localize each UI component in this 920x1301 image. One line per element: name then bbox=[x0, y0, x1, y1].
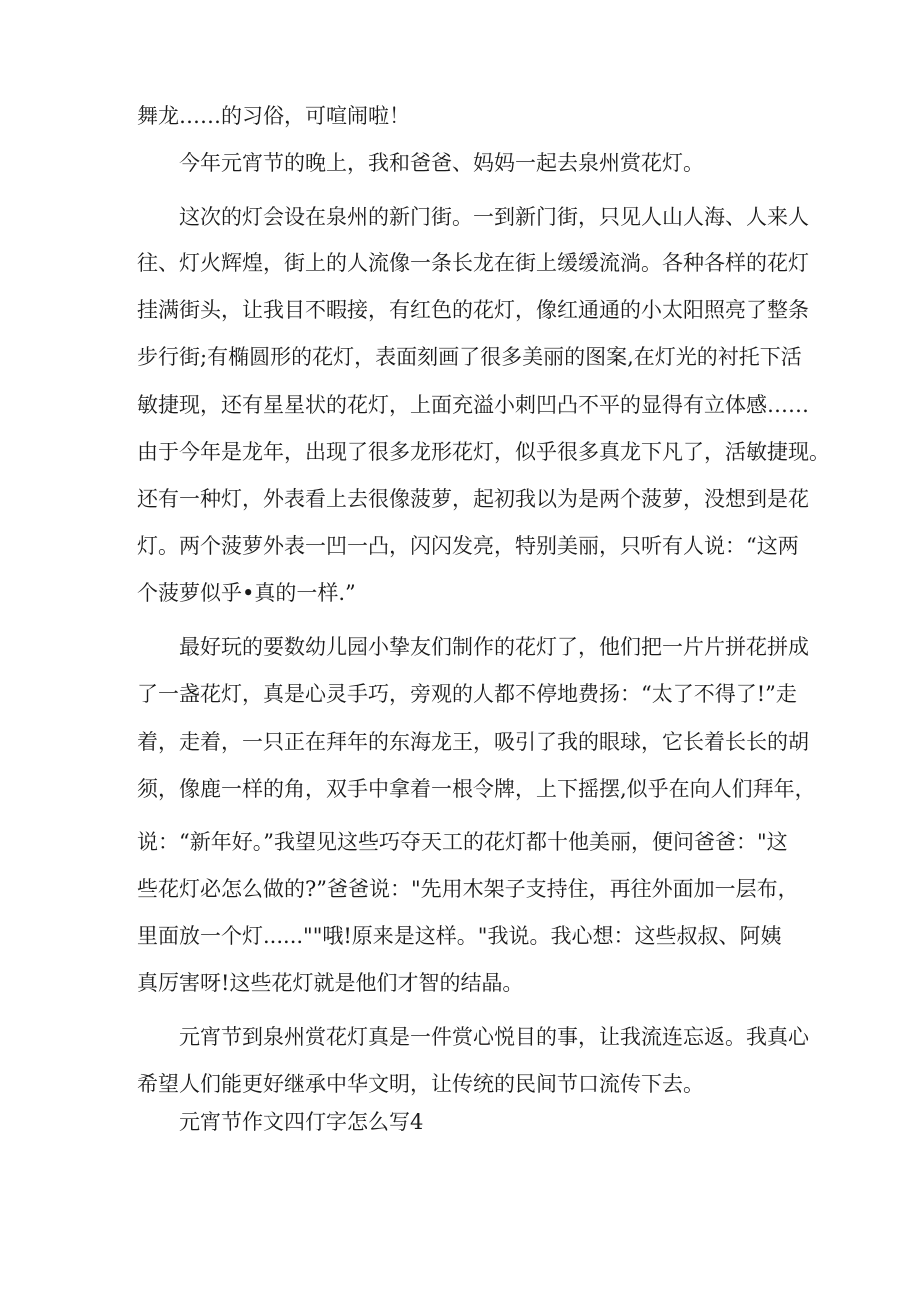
section-heading: 元宵节作文四仃字怎么写4 bbox=[179, 1110, 424, 1134]
text-line: 里面放一个灯......""哦!原来是这样。"我说。我心想：这些叔叔、阿姨 bbox=[137, 924, 782, 948]
text-line: 往、灯火辉煌，街上的人流像一条长龙在街上缓缓流淌。各种各样的花灯 bbox=[137, 251, 809, 275]
text-line: 舞龙……的习俗，可喧闹啦！ bbox=[137, 104, 410, 128]
text-line: 须，像鹿一样的角，双手中拿着一根令牌，上下摇摆,似乎在向人们拜年， bbox=[137, 777, 816, 801]
text-line: 挂满街头，让我目不暇接，有红色的花灯，像红通通的小太阳照亮了整条 bbox=[137, 298, 809, 322]
text-line: 敏捷现，还有星星状的花灯，上面充溢小刺凹凸不平的显得有立体感…… bbox=[137, 393, 809, 417]
paragraph-first-line: 最好玩的要数幼儿园小挚友们制作的花灯了，他们把一片片拼花拼成 bbox=[179, 635, 809, 659]
text-line: 着，走着，一只正在拜年的东海龙王，吸引了我的眼球，它长着长长的胡 bbox=[137, 730, 809, 754]
text-line: 真厉害呀!这些花灯就是他们才智的结晶。 bbox=[137, 971, 524, 995]
paragraph-first-line: 今年元宵节的晚上，我和爸爸、妈妈一起去泉州赏花灯。 bbox=[179, 151, 704, 175]
text-line: 由于今年是龙年，出现了很多龙形花灯，似乎很多真龙下凡了，活敏捷现。 bbox=[137, 440, 830, 464]
text-line: 了一盏花灯，真是心灵手巧，旁观的人都不停地费扬：“太了不得了!”走 bbox=[137, 682, 797, 706]
text-line: 还有一种灯，外表看上去很像菠萝，起初我以为是两个菠萝，没想到是花 bbox=[137, 487, 809, 511]
text-line: 些花灯必怎么做的?”爸爸说："先用木架子支持住，再往外面加一层布， bbox=[137, 877, 799, 901]
paragraph-first-line: 这次的灯会设在泉州的新门街。一到新门街，只见人山人海、人来人 bbox=[179, 205, 809, 229]
text-line: 希望人们能更好继承中华文明，让传统的民间节口流传下去。 bbox=[137, 1072, 704, 1096]
paragraph-first-line: 元宵节到泉州赏花灯真是一件赏心悦目的事，让我流连忘返。我真心 bbox=[179, 1025, 809, 1049]
text-line: 个菠萝似乎•真的一样.” bbox=[137, 581, 356, 605]
text-line: 说：“新年好。”我望见这些巧夺天工的花灯都十他美丽，便问爸爸："这 bbox=[137, 830, 788, 854]
text-line: 灯。两个菠萝外表一凹一凸，闪闪发亮，特别美丽，只听有人说：“这两 bbox=[137, 534, 799, 558]
text-line: 步行街;有椭圆形的花灯，表面刻画了很多美丽的图案,在灯光的衬托下活 bbox=[137, 345, 802, 369]
